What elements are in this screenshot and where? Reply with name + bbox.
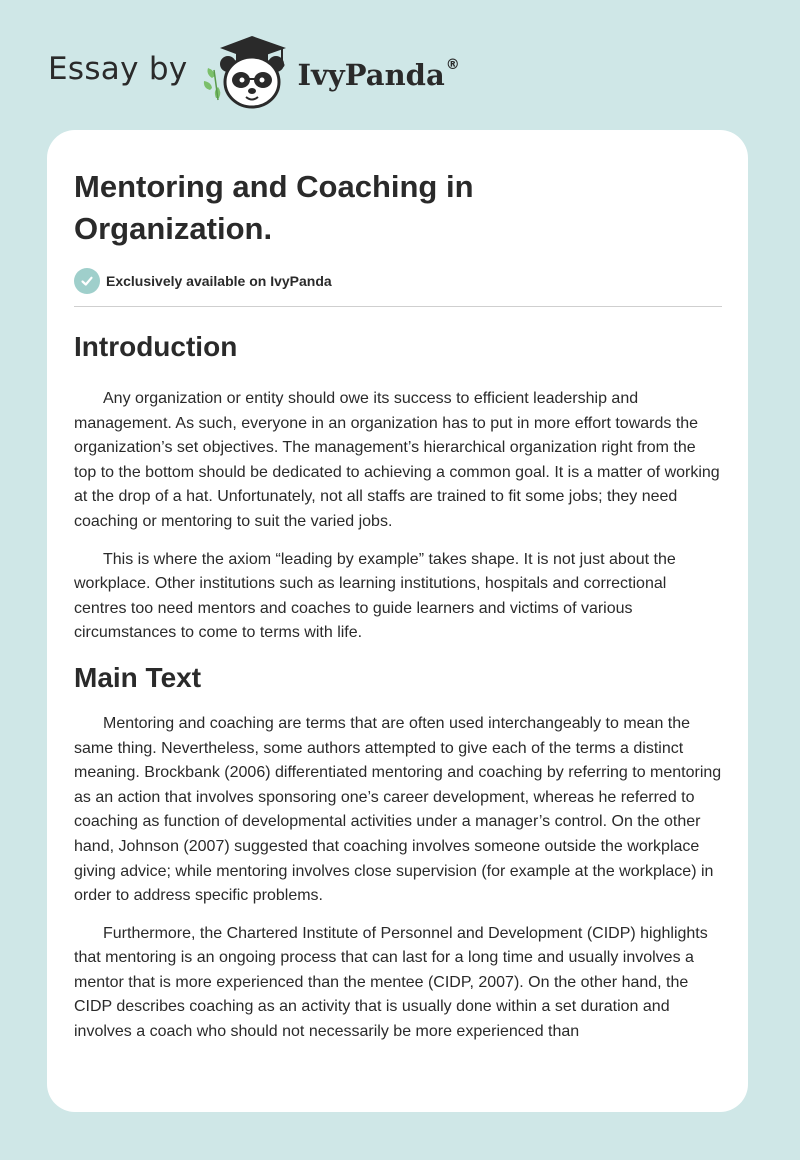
exclusive-label: Exclusively available on IvyPanda [106,273,332,289]
brand-name[interactable] [298,57,460,92]
section-heading-introduction: Introduction [74,331,238,362]
title-line-1: Mentoring and Coaching in [74,169,474,204]
title-line-2: Organization. [74,211,273,246]
divider [74,306,722,307]
page-title [74,166,722,250]
main-paragraph-1: Mentoring and coaching are terms that are often used interchangeably to mean the same thing. Nevertheless, some authors attempted to give each of the terms a distinct meaning. Brockbank (2006) differentiated mentoring and coaching by referring to mentoring as an action that involves sponsoring one’s career development, whereas he referred to coaching as function of developmental activities under a manager’s control. On the other hand, Johnson (2007) suggested that coaching involves someone outside the workplace giving advice; while mentoring involves close supervision (for example at the workplace) in order to address specific problems. [74,714,722,905]
essay-card [47,130,748,1112]
intro-paragraph-1: Any organization or entity should owe its success to efficient leadership and management. As such, everyone in an organization has to put in more effort towards the organization’s set objectives. The management’s hierarchical organization right from the top to the bottom should be dedicated to achieving a common goal. It is a matter of working at the drop of a hat. Unfortunately, not all staffs are trained to fit some jobs; they need coaching or mentoring to suit the varied jobs. [74,390,720,530]
panda-logo-icon[interactable] [202,34,292,110]
exclusive-badge [74,268,722,294]
essay-by-text: Essay by [48,51,188,87]
checkmark-icon [74,268,100,294]
site-header [48,34,460,110]
section-heading-main-text: Main Text [74,661,202,693]
intro-paragraph-2: This is where the axiom “leading by example” takes shape. It is not just about the workplace. Other institutions such as learning institutions, hospitals and correctional centres too need mentors and coaches to guide learners and victims of various circumstances to come to terms with life. [74,550,676,642]
registered-mark: ® [445,56,460,73]
main-paragraph-2: Furthermore, the Chartered Institute of Personnel and Development (CIDP) highlights that mentoring is an ongoing process that can last for a long time and usually involves a mentor that is more experienced than the mentee (CIDP, 2007). On the other hand, the CIDP describes coaching as an activity that is usually done within a set duration and involves a coach who should not necessarily be more experienced than [74,924,708,1041]
brand-name-text: IvyPanda [297,57,445,92]
